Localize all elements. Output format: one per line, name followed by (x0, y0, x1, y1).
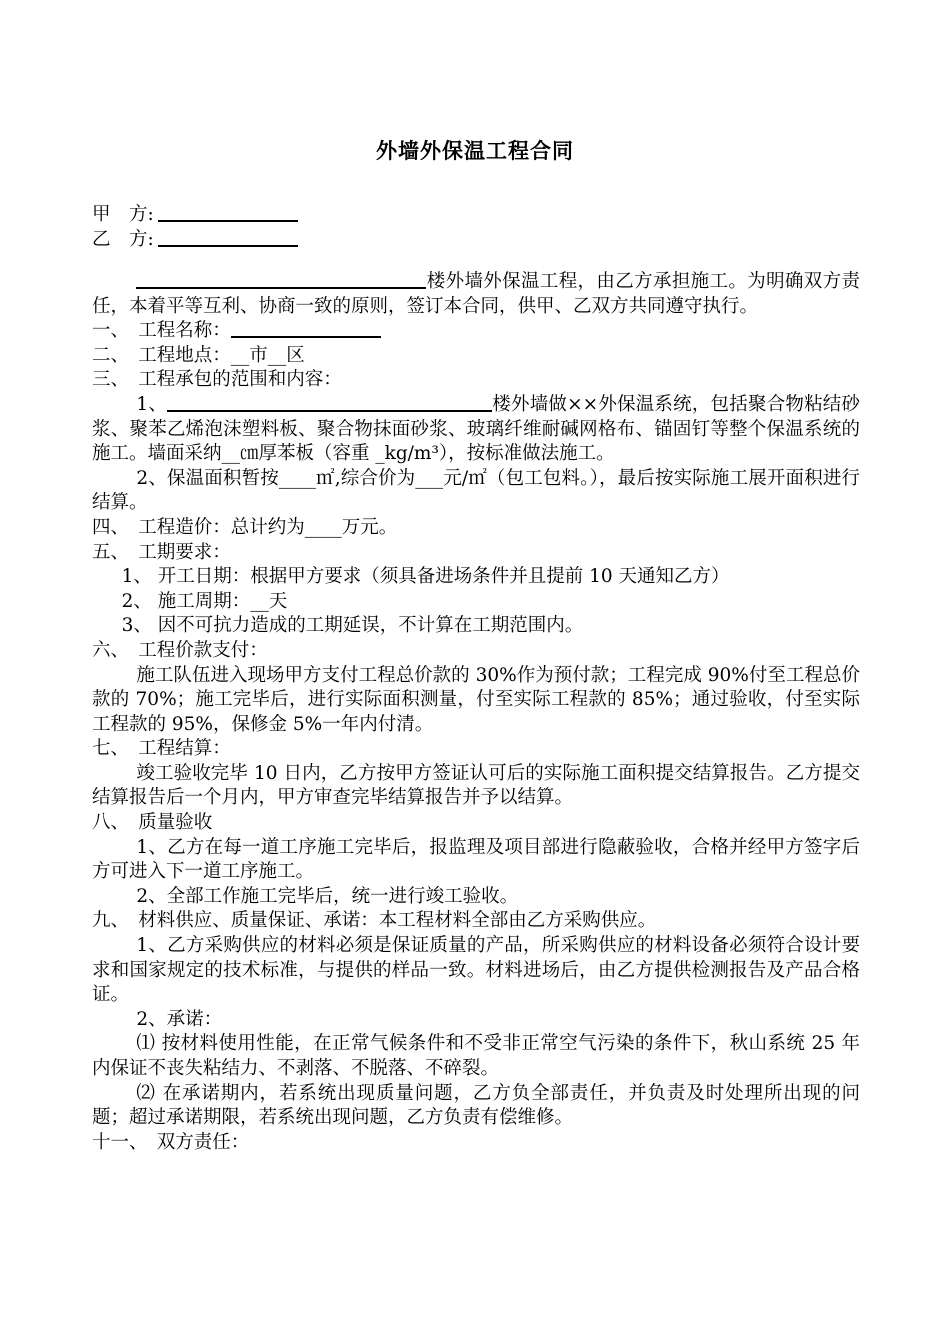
section-5-heading: 五、 工期要求： (92, 541, 231, 563)
party-b-blank (158, 227, 298, 247)
section-5-item-3: 3、 因不可抗力造成的工期延误，不计算在工期范围内。 (121, 615, 584, 637)
section-3-heading: 三、 工程承包的范围和内容： (92, 369, 342, 391)
intro-paragraph: 楼外墙外保温工程，由乙方承担施工。为明确双方责任，本着平等互利、协商一致的原则，签订本合同，供甲、乙双方共同遵守执行。 (92, 271, 860, 317)
section-7-heading: 七、 工程结算： (92, 738, 231, 760)
section-8-item-2: 2、全部工作施工完毕后，统一进行竣工验收。 (136, 885, 519, 907)
section-9-item-2: 2、承诺： (136, 1008, 223, 1030)
section-5-item-2: 2、 施工周期：__天 (121, 590, 288, 612)
building-blank (167, 393, 492, 412)
section-3-item-1: 1、 楼外墙做××外保温系统，包括聚合物粘结砂浆、聚苯乙烯泡沫塑料板、聚合物抹面砂浆、玻璃纤维耐碱网格布、锚固钉等整个保温系统的施工。墙面采纳__㎝厚苯板（容重 _kg/m³），按标准做法施工。 (92, 393, 860, 465)
contract-body (92, 270, 860, 1155)
section-6-heading: 六、 工程价款支付： (92, 639, 268, 661)
section-8-item-1: 1、乙方在每一道工序施工完毕后，报监理及项目部进行隐蔽验收，合格并经甲方签字后方可进入下一道工序施工。 (92, 836, 860, 883)
document-title: 外墙外保温工程合同 (376, 139, 574, 163)
section-9-item-1: 1、乙方采购供应的材料必须是保证质量的产品，所采购供应的材料设备必须符合设计要求和国家规定的技术标准，与提供的样品一致。材料进场后，由乙方提供检测报告及产品合格证。 (92, 935, 860, 1006)
party-a-blank (158, 202, 298, 222)
section-1-heading: 一、 工程名称： (92, 319, 860, 344)
section-4-heading: 四、 工程造价：总计约为____万元。 (92, 516, 398, 538)
section-9-heading: 九、 材料供应、质量保证、承诺：本工程材料全部由乙方采购供应。 (92, 910, 657, 932)
section-9-commitment-1: ⑴ 按材料使用性能，在正常气候条件和不受非正常空气污染的条件下，秋山系统 25 年内保证不丧失粘结力、不剥落、不脱落、不碎裂。 (92, 1033, 860, 1079)
section-5-item-1: 1、 开工日期：根据甲方要求（须具备进场条件并且提前 10 天通知乙方） (121, 566, 730, 588)
party-b-label: 乙 方: (92, 229, 154, 250)
party-a-label: 甲 方: (92, 204, 154, 225)
section-2-heading: 二、 工程地点：__市__区 (92, 344, 305, 366)
party-a-line (92, 202, 298, 227)
section-11-heading: 十一、 双方责任： (92, 1131, 250, 1153)
section-6-paragraph: 施工队伍进入现场甲方支付工程总价款的 30%作为预付款；工程完成 90%付至工程总价款的 70%；施工完毕后，进行实际面积测量，付至实际工程款的 85%；通过验收，付至实际工程款的 95%，保修金 5%一年内付清。 (92, 664, 860, 735)
section-7-paragraph: 竣工验收完毕 10 日内，乙方按甲方签证认可后的实际施工面积提交结算报告。乙方提交结算报告后一个月内，甲方审查完毕结算报告并予以结算。 (92, 762, 860, 809)
project-name-blank (136, 270, 426, 289)
project-title-blank (231, 319, 381, 338)
section-3-item-2: 2、保温面积暂按____㎡,综合价为___元/㎡（包工包料。），最后按实际施工展开面积进行结算。 (92, 467, 860, 514)
party-b-line (92, 227, 298, 252)
section-8-heading: 八、 质量验收 (92, 812, 213, 834)
section-9-commitment-2: ⑵ 在承诺期内，若系统出现质量问题，乙方负全部责任，并负责及时处理所出现的问题；超过承诺期限，若系统出现问题，乙方负责有偿维修。 (92, 1082, 860, 1129)
